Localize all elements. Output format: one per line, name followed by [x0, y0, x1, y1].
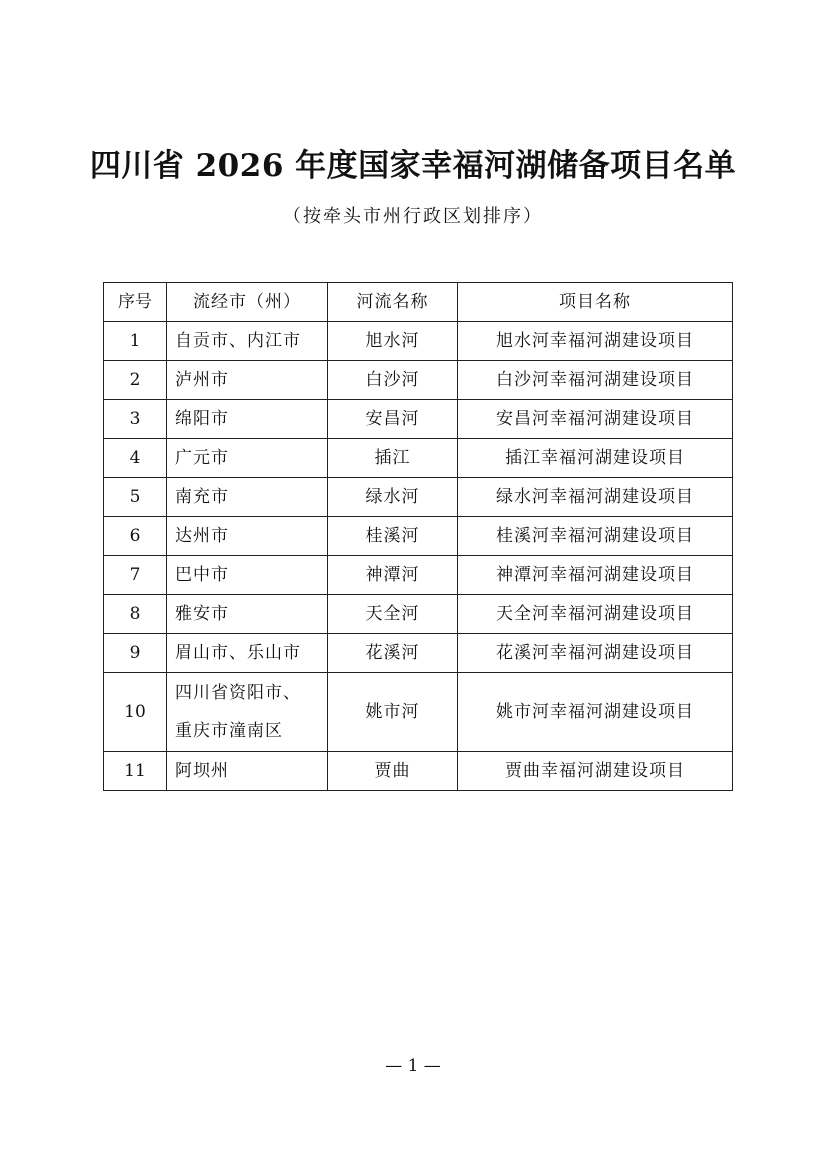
cell-serial-number: 1	[104, 322, 167, 361]
cell-project-name: 插江幸福河湖建设项目	[458, 439, 733, 478]
cell-city	[167, 361, 328, 400]
cell-river-name: 天全河	[328, 595, 458, 634]
cell-city	[167, 517, 328, 556]
cell-river-name: 白沙河	[328, 361, 458, 400]
table-row	[104, 400, 733, 439]
table-header-row	[104, 283, 733, 322]
cell-project-name: 白沙河幸福河湖建设项目	[458, 361, 733, 400]
cell-serial-number: 3	[104, 400, 167, 439]
table-row	[104, 361, 733, 400]
cell-project-name: 花溪河幸福河湖建设项目	[458, 634, 733, 673]
cell-city	[167, 556, 328, 595]
table-row	[104, 322, 733, 361]
cell-city-line: 雅安市	[175, 604, 229, 624]
table-row	[104, 595, 733, 634]
cell-city	[167, 673, 328, 752]
cell-project-name: 贾曲幸福河湖建设项目	[458, 752, 733, 791]
header-city: 流经市（州）	[167, 283, 328, 322]
cell-serial-number: 5	[104, 478, 167, 517]
cell-project-name: 桂溪河幸福河湖建设项目	[458, 517, 733, 556]
cell-river-name: 插江	[328, 439, 458, 478]
cell-serial-number: 2	[104, 361, 167, 400]
cell-city-line: 南充市	[175, 487, 229, 507]
cell-serial-number: 6	[104, 517, 167, 556]
cell-city	[167, 322, 328, 361]
page-number: — 1 —	[385, 1056, 441, 1076]
header-project-name: 项目名称	[458, 283, 733, 322]
cell-serial-number: 11	[104, 752, 167, 791]
cell-city-line: 广元市	[175, 448, 229, 468]
table-row	[104, 439, 733, 478]
cell-city	[167, 439, 328, 478]
cell-city-line: 四川省资阳市、	[175, 683, 301, 703]
cell-city	[167, 595, 328, 634]
cell-city-line: 自贡市、内江市	[175, 331, 301, 351]
table-row	[104, 673, 733, 752]
cell-river-name: 姚市河	[328, 673, 458, 752]
cell-project-name: 姚市河幸福河湖建设项目	[458, 673, 733, 752]
project-table	[103, 282, 733, 791]
cell-river-name: 旭水河	[328, 322, 458, 361]
cell-city-line: 眉山市、乐山市	[175, 643, 301, 663]
cell-river-name: 桂溪河	[328, 517, 458, 556]
cell-city-line: 巴中市	[175, 565, 229, 585]
cell-city	[167, 478, 328, 517]
cell-city-line: 重庆市潼南区	[175, 721, 283, 741]
document-subtitle: （按牵头市州行政区划排序）	[283, 206, 543, 227]
cell-project-name: 旭水河幸福河湖建设项目	[458, 322, 733, 361]
cell-river-name: 神潭河	[328, 556, 458, 595]
document-title: 四川省 2026 年度国家幸福河湖储备项目名单	[89, 148, 737, 184]
cell-river-name: 花溪河	[328, 634, 458, 673]
header-river-name: 河流名称	[328, 283, 458, 322]
cell-project-name: 天全河幸福河湖建设项目	[458, 595, 733, 634]
cell-serial-number: 10	[104, 673, 167, 752]
cell-project-name: 神潭河幸福河湖建设项目	[458, 556, 733, 595]
cell-serial-number: 4	[104, 439, 167, 478]
table-row	[104, 634, 733, 673]
cell-serial-number: 7	[104, 556, 167, 595]
table-row	[104, 556, 733, 595]
cell-city-line: 阿坝州	[175, 761, 229, 781]
cell-river-name: 绿水河	[328, 478, 458, 517]
cell-city-line: 绵阳市	[175, 409, 229, 429]
table-row	[104, 478, 733, 517]
cell-serial-number: 8	[104, 595, 167, 634]
cell-city-line: 泸州市	[175, 370, 229, 390]
table-row	[104, 517, 733, 556]
header-serial-number: 序号	[104, 283, 167, 322]
cell-city	[167, 400, 328, 439]
cell-city	[167, 634, 328, 673]
table-row	[104, 752, 733, 791]
cell-serial-number: 9	[104, 634, 167, 673]
table-body	[104, 322, 733, 791]
cell-river-name: 安昌河	[328, 400, 458, 439]
cell-project-name: 绿水河幸福河湖建设项目	[458, 478, 733, 517]
cell-city-line: 达州市	[175, 526, 229, 546]
cell-river-name: 贾曲	[328, 752, 458, 791]
cell-city	[167, 752, 328, 791]
cell-project-name: 安昌河幸福河湖建设项目	[458, 400, 733, 439]
